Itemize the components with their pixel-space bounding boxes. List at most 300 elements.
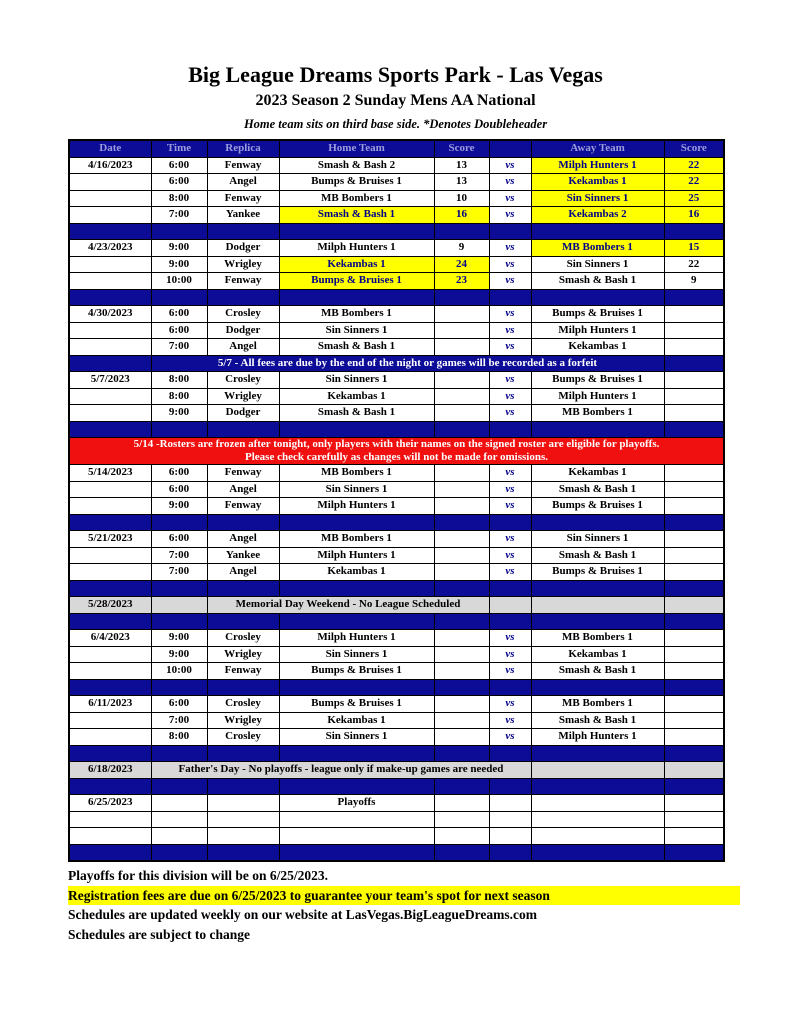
home-score-cell bbox=[434, 372, 489, 389]
vs-cell: vs bbox=[489, 372, 531, 389]
spacer-cell bbox=[664, 844, 724, 861]
date-cell bbox=[69, 388, 151, 405]
home-team-cell: Kekambas 1 bbox=[279, 564, 434, 581]
away-team-cell: Kekambas 1 bbox=[531, 339, 664, 356]
away-team-cell: Kekambas 1 bbox=[531, 646, 664, 663]
vs-cell: vs bbox=[489, 630, 531, 647]
home-score-cell bbox=[434, 729, 489, 746]
spacer-cell bbox=[207, 679, 279, 696]
away-score-cell bbox=[664, 811, 724, 828]
spacer-cell bbox=[664, 778, 724, 795]
spacer-cell bbox=[664, 679, 724, 696]
home-team-cell: Milph Hunters 1 bbox=[279, 240, 434, 257]
column-header-vs bbox=[489, 140, 531, 157]
spacer-cell bbox=[279, 679, 434, 696]
date-cell bbox=[69, 190, 151, 207]
spacer-cell bbox=[69, 679, 151, 696]
time-cell bbox=[151, 811, 207, 828]
away-team-cell: Bumps & Bruises 1 bbox=[531, 498, 664, 515]
home-team-cell: Milph Hunters 1 bbox=[279, 547, 434, 564]
vs-cell: vs bbox=[489, 240, 531, 257]
away-score-cell bbox=[664, 322, 724, 339]
spacer-cell bbox=[207, 514, 279, 531]
footer-note: Schedules are updated weekly on our website at LasVegas.BigLeagueDreams.com bbox=[68, 907, 538, 922]
away-score-cell bbox=[664, 498, 724, 515]
replica-cell: Angel bbox=[207, 564, 279, 581]
spacer-cell bbox=[207, 745, 279, 762]
away-score-cell bbox=[664, 564, 724, 581]
spacer-cell bbox=[151, 223, 207, 240]
time-cell: 7:00 bbox=[151, 547, 207, 564]
spacer-cell bbox=[531, 514, 664, 531]
time-cell: 9:00 bbox=[151, 646, 207, 663]
replica-cell bbox=[207, 811, 279, 828]
away-team-cell bbox=[531, 597, 664, 614]
spacer-cell bbox=[434, 223, 489, 240]
game-row bbox=[69, 240, 724, 257]
game-row bbox=[69, 157, 724, 174]
spacer-cell bbox=[69, 844, 151, 861]
game-row bbox=[69, 306, 724, 323]
notice-text-cell: Father's Day - No playoffs - league only if make-up games are needed bbox=[151, 762, 531, 779]
time-cell bbox=[151, 795, 207, 812]
date-cell bbox=[69, 663, 151, 680]
away-team-cell: MB Bombers 1 bbox=[531, 630, 664, 647]
game-row bbox=[69, 564, 724, 581]
home-score-cell: 10 bbox=[434, 190, 489, 207]
spacer-cell bbox=[207, 421, 279, 438]
home-team-cell: MB Bombers 1 bbox=[279, 531, 434, 548]
home-team-cell: Smash & Bash 1 bbox=[279, 405, 434, 422]
fees-notice-row bbox=[69, 355, 724, 372]
time-cell: 9:00 bbox=[151, 498, 207, 515]
spacer-cell bbox=[151, 514, 207, 531]
date-cell: 6/4/2023 bbox=[69, 630, 151, 647]
away-team-cell: Milph Hunters 1 bbox=[531, 729, 664, 746]
spacer-row bbox=[69, 289, 724, 306]
home-score-cell: 13 bbox=[434, 174, 489, 191]
away-score-cell bbox=[664, 795, 724, 812]
spacer-cell bbox=[531, 223, 664, 240]
spacer-cell bbox=[279, 580, 434, 597]
away-score-cell bbox=[664, 531, 724, 548]
spacer-cell bbox=[434, 613, 489, 630]
time-cell: 7:00 bbox=[151, 712, 207, 729]
replica-cell: Yankee bbox=[207, 207, 279, 224]
spacer-cell bbox=[434, 745, 489, 762]
time-cell: 6:00 bbox=[151, 306, 207, 323]
replica-cell: Crosley bbox=[207, 306, 279, 323]
vs-cell bbox=[489, 597, 531, 614]
home-score-cell bbox=[434, 811, 489, 828]
away-score-cell bbox=[664, 481, 724, 498]
home-team-cell: Sin Sinners 1 bbox=[279, 646, 434, 663]
away-team-cell bbox=[531, 828, 664, 845]
home-score-cell bbox=[434, 564, 489, 581]
time-cell: 8:00 bbox=[151, 729, 207, 746]
date-cell bbox=[69, 273, 151, 290]
spacer-cell bbox=[489, 289, 531, 306]
away-team-cell bbox=[531, 795, 664, 812]
home-score-cell bbox=[434, 630, 489, 647]
away-team-cell: Sin Sinners 1 bbox=[531, 531, 664, 548]
away-score-cell bbox=[664, 547, 724, 564]
date-cell bbox=[69, 729, 151, 746]
date-cell bbox=[69, 498, 151, 515]
time-cell: 6:00 bbox=[151, 531, 207, 548]
spacer-cell bbox=[69, 223, 151, 240]
home-team-cell bbox=[279, 828, 434, 845]
spacer-cell bbox=[664, 745, 724, 762]
away-team-cell: Bumps & Bruises 1 bbox=[531, 564, 664, 581]
notice-text-cell: 5/14 -Rosters are frozen after tonight, only players with their names on the signed roster are eligible for playoffs. Please check carefully as changes will not be made for omissions. bbox=[69, 438, 724, 465]
time-cell: 7:00 bbox=[151, 207, 207, 224]
home-team-cell: Bumps & Bruises 1 bbox=[279, 273, 434, 290]
time-cell: 9:00 bbox=[151, 240, 207, 257]
spacer-cell bbox=[664, 421, 724, 438]
away-team-cell: MB Bombers 1 bbox=[531, 696, 664, 713]
time-cell: 10:00 bbox=[151, 273, 207, 290]
away-score-cell bbox=[664, 388, 724, 405]
away-team-cell: Sin Sinners 1 bbox=[531, 190, 664, 207]
home-team-cell: Bumps & Bruises 1 bbox=[279, 696, 434, 713]
replica-cell: Angel bbox=[207, 339, 279, 356]
spacer-row bbox=[69, 613, 724, 630]
home-score-cell bbox=[434, 465, 489, 482]
page-title: Big League Dreams Sports Park - Las Vegas bbox=[188, 62, 603, 87]
time-cell: 6:00 bbox=[151, 174, 207, 191]
away-score-cell: 22 bbox=[664, 157, 724, 174]
replica-cell: Wrigley bbox=[207, 646, 279, 663]
date-cell: 6/18/2023 bbox=[69, 762, 151, 779]
away-team-cell: Milph Hunters 1 bbox=[531, 157, 664, 174]
score-cell bbox=[664, 597, 724, 614]
spacer-cell bbox=[664, 514, 724, 531]
date-cell bbox=[69, 405, 151, 422]
spacer-cell bbox=[531, 421, 664, 438]
spacer-cell bbox=[279, 613, 434, 630]
replica-cell: Angel bbox=[207, 481, 279, 498]
game-row bbox=[69, 405, 724, 422]
away-team-cell: Milph Hunters 1 bbox=[531, 388, 664, 405]
column-header-score: Score bbox=[664, 140, 724, 157]
home-team-cell: Bumps & Bruises 1 bbox=[279, 663, 434, 680]
away-score-cell: 22 bbox=[664, 256, 724, 273]
home-score-cell: 23 bbox=[434, 273, 489, 290]
date-cell: 4/30/2023 bbox=[69, 306, 151, 323]
spacer-cell bbox=[434, 844, 489, 861]
vs-cell bbox=[489, 811, 531, 828]
vs-cell: vs bbox=[489, 481, 531, 498]
home-score-cell bbox=[434, 388, 489, 405]
replica-cell: Dodger bbox=[207, 240, 279, 257]
spacer-cell bbox=[434, 580, 489, 597]
date-cell bbox=[69, 481, 151, 498]
spacer-cell bbox=[69, 421, 151, 438]
spacer-cell bbox=[531, 613, 664, 630]
home-team-cell: MB Bombers 1 bbox=[279, 306, 434, 323]
spacer-row bbox=[69, 421, 724, 438]
date-cell bbox=[69, 339, 151, 356]
vs-cell: vs bbox=[489, 729, 531, 746]
game-row bbox=[69, 481, 724, 498]
spacer-cell bbox=[664, 613, 724, 630]
away-team-cell bbox=[531, 762, 664, 779]
replica-cell bbox=[207, 795, 279, 812]
spacer-cell bbox=[489, 679, 531, 696]
game-row bbox=[69, 273, 724, 290]
home-team-cell: Sin Sinners 1 bbox=[279, 372, 434, 389]
home-team-cell: Smash & Bash 1 bbox=[279, 207, 434, 224]
spacer-cell bbox=[151, 580, 207, 597]
away-team-cell: Kekambas 1 bbox=[531, 465, 664, 482]
vs-cell: vs bbox=[489, 322, 531, 339]
date-cell: 4/16/2023 bbox=[69, 157, 151, 174]
game-row bbox=[69, 696, 724, 713]
footer-notes bbox=[68, 866, 740, 944]
spacer-cell bbox=[207, 580, 279, 597]
spacer-cell bbox=[489, 580, 531, 597]
score-cell bbox=[664, 355, 724, 372]
home-team-cell: Smash & Bash 1 bbox=[279, 339, 434, 356]
vs-cell: vs bbox=[489, 306, 531, 323]
home-team-cell: Sin Sinners 1 bbox=[279, 729, 434, 746]
column-header-home-team: Home Team bbox=[279, 140, 434, 157]
vs-cell bbox=[489, 795, 531, 812]
spacer-cell bbox=[279, 421, 434, 438]
vs-cell: vs bbox=[489, 339, 531, 356]
spacer-cell bbox=[151, 844, 207, 861]
spacer-cell bbox=[531, 745, 664, 762]
spacer-cell bbox=[489, 778, 531, 795]
game-row bbox=[69, 465, 724, 482]
time-cell bbox=[151, 828, 207, 845]
replica-cell: Fenway bbox=[207, 663, 279, 680]
away-team-cell: Smash & Bash 1 bbox=[531, 663, 664, 680]
away-score-cell: 22 bbox=[664, 174, 724, 191]
spacer-cell bbox=[489, 421, 531, 438]
away-score-cell: 15 bbox=[664, 240, 724, 257]
spacer-cell bbox=[434, 778, 489, 795]
spacer-cell bbox=[434, 421, 489, 438]
vs-cell: vs bbox=[489, 465, 531, 482]
time-cell: 6:00 bbox=[151, 465, 207, 482]
replica-cell bbox=[207, 828, 279, 845]
away-score-cell bbox=[664, 405, 724, 422]
replica-cell: Angel bbox=[207, 531, 279, 548]
vs-cell: vs bbox=[489, 712, 531, 729]
game-row bbox=[69, 712, 724, 729]
home-team-cell: Milph Hunters 1 bbox=[279, 630, 434, 647]
home-score-cell: 24 bbox=[434, 256, 489, 273]
spacer-cell bbox=[531, 289, 664, 306]
replica-cell: Dodger bbox=[207, 405, 279, 422]
away-score-cell: 25 bbox=[664, 190, 724, 207]
date-cell bbox=[69, 322, 151, 339]
spacer-cell bbox=[69, 745, 151, 762]
game-row bbox=[69, 663, 724, 680]
replica-cell: Crosley bbox=[207, 696, 279, 713]
away-team-cell: MB Bombers 1 bbox=[531, 405, 664, 422]
footer-note: Playoffs for this division will be on 6/25/2023. bbox=[68, 868, 329, 883]
vs-cell: vs bbox=[489, 696, 531, 713]
replica-cell: Wrigley bbox=[207, 256, 279, 273]
vs-cell: vs bbox=[489, 256, 531, 273]
home-score-cell: 9 bbox=[434, 240, 489, 257]
replica-cell: Fenway bbox=[207, 465, 279, 482]
spacer-cell bbox=[489, 844, 531, 861]
replica-cell: Crosley bbox=[207, 630, 279, 647]
home-team-cell: Sin Sinners 1 bbox=[279, 481, 434, 498]
spacer-cell bbox=[531, 778, 664, 795]
away-score-cell bbox=[664, 712, 724, 729]
away-team-cell: Smash & Bash 1 bbox=[531, 547, 664, 564]
registration-fees-note: Registration fees are due on 6/25/2023 to guarantee your team's spot for next season bbox=[68, 886, 740, 906]
table-header-row bbox=[69, 140, 724, 157]
column-header-time: Time bbox=[151, 140, 207, 157]
notice-text-cell: Memorial Day Weekend - No League Scheduled bbox=[207, 597, 489, 614]
game-row bbox=[69, 256, 724, 273]
home-team-cell: Kekambas 1 bbox=[279, 256, 434, 273]
date-cell bbox=[69, 564, 151, 581]
home-score-cell bbox=[434, 828, 489, 845]
game-row bbox=[69, 547, 724, 564]
date-cell: 5/28/2023 bbox=[69, 597, 151, 614]
vs-cell: vs bbox=[489, 207, 531, 224]
spacer-cell bbox=[151, 745, 207, 762]
spacer-cell bbox=[207, 778, 279, 795]
home-team-cell: Bumps & Bruises 1 bbox=[279, 174, 434, 191]
spacer-cell bbox=[279, 514, 434, 531]
date-cell: 5/21/2023 bbox=[69, 531, 151, 548]
game-row bbox=[69, 339, 724, 356]
time-cell: 6:00 bbox=[151, 696, 207, 713]
replica-cell: Fenway bbox=[207, 498, 279, 515]
date-cell bbox=[69, 712, 151, 729]
page-note: Home team sits on third base side. *Denotes Doubleheader bbox=[243, 117, 548, 131]
column-header-score: Score bbox=[434, 140, 489, 157]
time-cell bbox=[151, 597, 207, 614]
spacer-cell bbox=[69, 778, 151, 795]
replica-cell: Yankee bbox=[207, 547, 279, 564]
spacer-cell bbox=[531, 580, 664, 597]
replica-cell: Crosley bbox=[207, 729, 279, 746]
replica-cell: Fenway bbox=[207, 273, 279, 290]
date-cell bbox=[69, 207, 151, 224]
home-score-cell bbox=[434, 339, 489, 356]
home-score-cell: 13 bbox=[434, 157, 489, 174]
home-score-cell: 16 bbox=[434, 207, 489, 224]
column-header-away-team: Away Team bbox=[531, 140, 664, 157]
holiday-notice-row bbox=[69, 762, 724, 779]
time-cell: 6:00 bbox=[151, 322, 207, 339]
vs-cell: vs bbox=[489, 663, 531, 680]
spacer-cell bbox=[489, 613, 531, 630]
game-row bbox=[69, 729, 724, 746]
spacer-cell bbox=[664, 223, 724, 240]
game-row bbox=[69, 372, 724, 389]
away-score-cell bbox=[664, 339, 724, 356]
game-row bbox=[69, 388, 724, 405]
notice-text-cell: 5/7 - All fees are due by the end of the night or games will be recorded as a forfeit bbox=[151, 355, 664, 372]
home-score-cell bbox=[434, 547, 489, 564]
away-team-cell: Milph Hunters 1 bbox=[531, 322, 664, 339]
time-cell: 6:00 bbox=[151, 157, 207, 174]
away-team-cell bbox=[531, 811, 664, 828]
spacer-cell bbox=[279, 289, 434, 306]
spacer-cell bbox=[207, 613, 279, 630]
spacer-row bbox=[69, 223, 724, 240]
game-row bbox=[69, 531, 724, 548]
away-team-cell: Sin Sinners 1 bbox=[531, 256, 664, 273]
away-score-cell bbox=[664, 696, 724, 713]
away-score-cell bbox=[664, 465, 724, 482]
away-team-cell: MB Bombers 1 bbox=[531, 240, 664, 257]
spacer-cell bbox=[279, 778, 434, 795]
spacer-cell bbox=[279, 745, 434, 762]
replica-cell: Angel bbox=[207, 174, 279, 191]
spacer-cell bbox=[489, 745, 531, 762]
home-score-cell bbox=[434, 405, 489, 422]
date-cell bbox=[69, 547, 151, 564]
date-cell: 5/7/2023 bbox=[69, 372, 151, 389]
time-cell: 6:00 bbox=[151, 481, 207, 498]
spacer-cell bbox=[69, 580, 151, 597]
spacer-cell bbox=[207, 289, 279, 306]
spacer-cell bbox=[151, 679, 207, 696]
date-cell: 6/11/2023 bbox=[69, 696, 151, 713]
game-row bbox=[69, 174, 724, 191]
home-team-cell: MB Bombers 1 bbox=[279, 190, 434, 207]
vs-cell: vs bbox=[489, 157, 531, 174]
date-cell: 4/23/2023 bbox=[69, 240, 151, 257]
away-team-cell: Kekambas 2 bbox=[531, 207, 664, 224]
home-score-cell bbox=[434, 696, 489, 713]
spacer-cell bbox=[151, 289, 207, 306]
game-row bbox=[69, 190, 724, 207]
away-team-cell: Bumps & Bruises 1 bbox=[531, 306, 664, 323]
spacer-cell bbox=[151, 613, 207, 630]
home-score-cell bbox=[434, 498, 489, 515]
date-cell bbox=[69, 355, 151, 372]
home-team-cell: Kekambas 1 bbox=[279, 388, 434, 405]
time-cell: 9:00 bbox=[151, 405, 207, 422]
spacer-cell bbox=[279, 223, 434, 240]
home-score-cell bbox=[434, 712, 489, 729]
vs-cell: vs bbox=[489, 498, 531, 515]
time-cell: 7:00 bbox=[151, 339, 207, 356]
away-score-cell bbox=[664, 729, 724, 746]
date-cell bbox=[69, 256, 151, 273]
home-score-cell bbox=[434, 663, 489, 680]
away-team-cell: Smash & Bash 1 bbox=[531, 481, 664, 498]
away-score-cell bbox=[664, 630, 724, 647]
page-subtitle: 2023 Season 2 Sunday Mens AA National bbox=[255, 92, 536, 109]
spacer-cell bbox=[434, 679, 489, 696]
replica-cell: Fenway bbox=[207, 157, 279, 174]
vs-cell: vs bbox=[489, 646, 531, 663]
time-cell: 8:00 bbox=[151, 388, 207, 405]
score-cell bbox=[664, 762, 724, 779]
home-team-cell: Sin Sinners 1 bbox=[279, 322, 434, 339]
spacer-cell bbox=[664, 289, 724, 306]
time-cell: 8:00 bbox=[151, 372, 207, 389]
time-cell: 9:00 bbox=[151, 630, 207, 647]
spacer-cell bbox=[531, 844, 664, 861]
spacer-cell bbox=[69, 514, 151, 531]
empty-row bbox=[69, 828, 724, 845]
footer-note: Schedules are subject to change bbox=[68, 926, 250, 942]
